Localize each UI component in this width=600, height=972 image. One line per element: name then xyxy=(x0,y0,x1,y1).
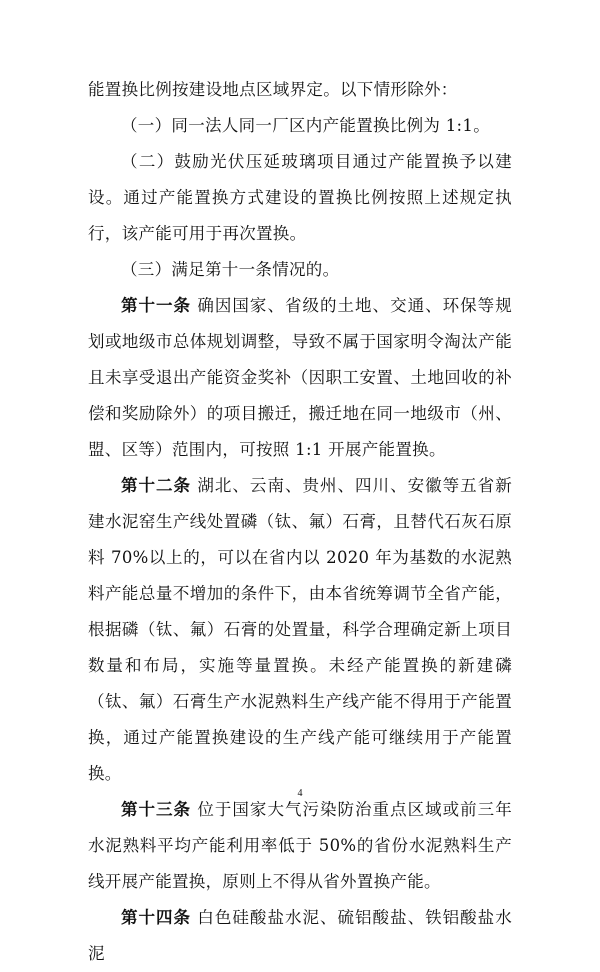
article-12-heading: 第十二条 xyxy=(121,476,192,495)
article-14-text: 白色硅酸盐水泥、硫铝酸盐、铁铝酸盐水泥 xyxy=(88,908,513,963)
paragraph-1 xyxy=(88,72,512,108)
article-12-text: 湖北、云南、贵州、四川、安徽等五省新建水泥窑生产线处置磷（钛、氟）石膏，且替代石灰石原料 70%以上的，可以在省内以 2020 年为基数的水泥熟料产能总量不增加的条件下，由本省统筹调节全省产能，根据磷（钛、氟）石膏的处置量，科学合理确定新上项目数量和布局，实施等量置换。未经产能置换的新建磷（钛、氟）石膏生产水泥熟料生产线产能不得用于产能置换，通过产能置换建设的生产线产能可继续用于产能置换。 xyxy=(88,476,513,783)
paragraph-4 xyxy=(88,252,512,288)
document-body xyxy=(88,72,512,972)
article-13-heading: 第十三条 xyxy=(121,800,192,819)
article-11 xyxy=(88,288,512,468)
paragraph-2 xyxy=(88,108,512,144)
article-13-text: 位于国家大气污染防治重点区域或前三年水泥熟料平均产能利用率低于 50%的省份水泥熟料生产线开展产能置换，原则上不得从省外置换产能。 xyxy=(88,800,513,891)
article-14-heading: 第十四条 xyxy=(121,908,192,927)
article-14 xyxy=(88,900,512,972)
paragraph-4-text: （三）满足第十一条情况的。 xyxy=(121,260,340,279)
article-13 xyxy=(88,792,512,900)
paragraph-1-text: 能置换比例按建设地点区域界定。以下情形除外： xyxy=(88,80,458,99)
paragraph-3 xyxy=(88,144,512,252)
page-number: 4 xyxy=(297,788,303,799)
article-11-text: 确因国家、省级的土地、交通、环保等规划或地级市总体规划调整，导致不属于国家明令淘汰产能且未享受退出产能资金奖补（因职工安置、土地回收的补偿和奖励除外）的项目搬迁，搬迁地在同一地级市（州、盟、区等）范围内，可按照 1:1 开展产能置换。 xyxy=(88,296,513,459)
paragraph-2-text: （一）同一法人同一厂区内产能置换比例为 1:1。 xyxy=(121,116,490,135)
paragraph-3-text: （二）鼓励光伏压延玻璃项目通过产能置换予以建设。通过产能置换方式建设的置换比例按照上述规定执行，该产能可用于再次置换。 xyxy=(88,152,512,243)
article-11-heading: 第十一条 xyxy=(121,296,192,315)
article-12 xyxy=(88,468,512,792)
